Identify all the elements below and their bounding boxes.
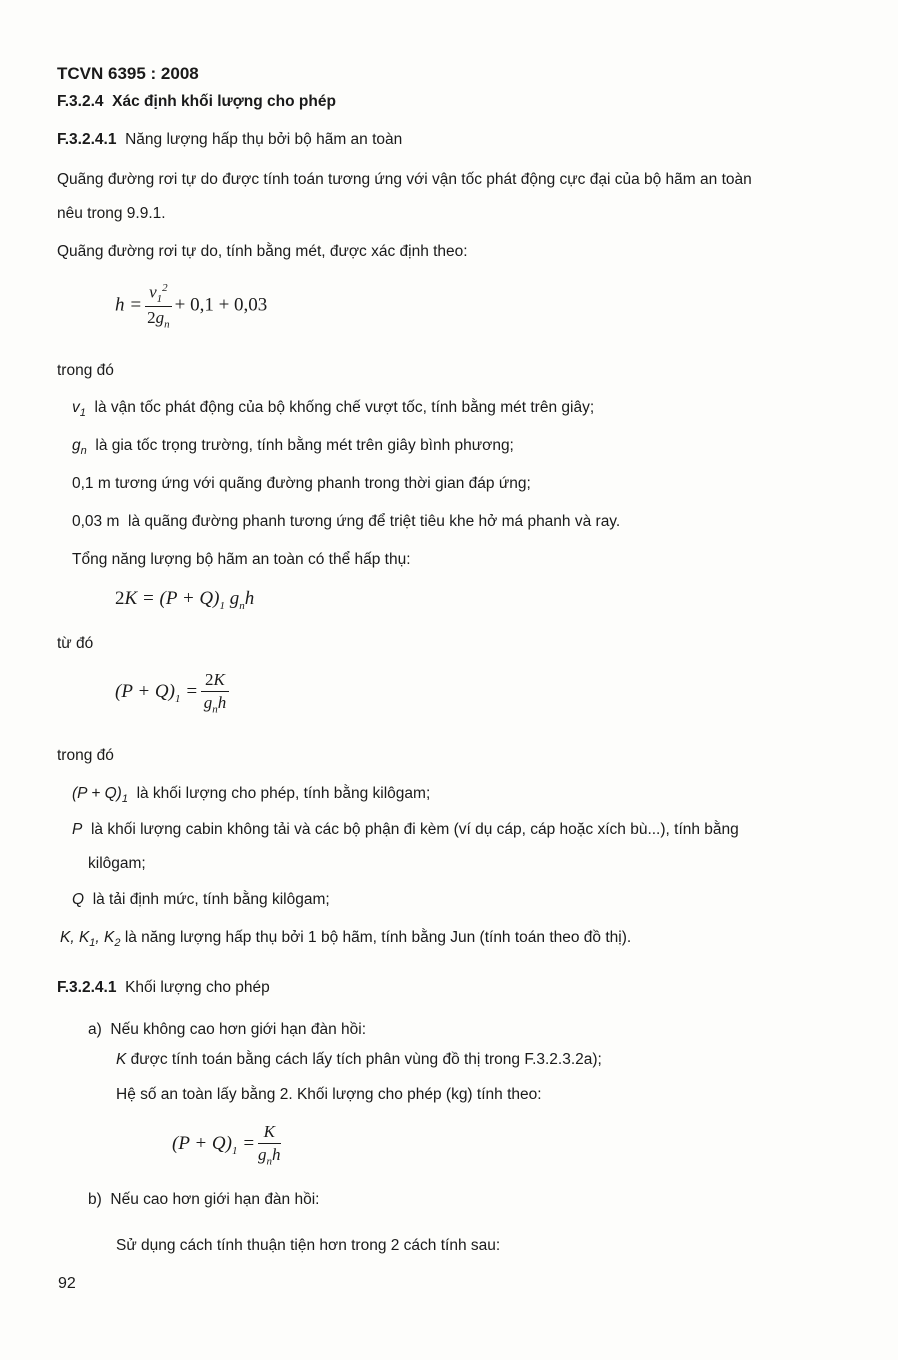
definition-text: là tải định mức, tính bằng kilôgam; — [92, 891, 330, 908]
definition-q — [72, 890, 330, 910]
formula-free-fall-distance: h = $\frac{v_1^2}{2g_n}$ + 0,1 + 0,03 — [115, 282, 268, 331]
symbol-p: P — [72, 821, 83, 838]
paragraph: Quãng đường rơi tự do, tính bằng mét, được xác định theo: — [57, 243, 468, 260]
section-heading-f3-2-4-1b — [57, 978, 270, 998]
definition-003 — [72, 512, 620, 532]
section-number: F.3.2.4 — [57, 93, 104, 110]
paragraph-line: nêu trong 9.9.1. — [57, 205, 166, 222]
definition-gn — [72, 436, 514, 461]
item-a-heading — [88, 1020, 366, 1040]
where-label: trong đó — [57, 747, 114, 764]
section-title: Năng lượng hấp thụ bởi bộ hãm an toàn — [125, 131, 403, 148]
definition-text: là năng lượng hấp thụ bởi 1 bộ hãm, tính bằng Jun (tính toán theo đồ thị). — [124, 929, 632, 946]
symbol-k: K, $K_1$, $K_2$ — [60, 929, 121, 950]
total-energy-text: Tổng năng lượng bộ hãm an toàn có thể hấp thụ: — [72, 551, 411, 568]
standard-header: TCVN 6395 : 2008 — [57, 64, 199, 83]
section-number: F.3.2.4.1 — [57, 131, 117, 148]
section-title: Xác định khối lượng cho phép — [112, 93, 336, 110]
formula-permissible-mass-2: $(P + Q)_1$ = $\frac{K}{g_nh}$ — [172, 1122, 281, 1168]
item-label: a) — [88, 1021, 102, 1038]
definition-pq — [72, 784, 430, 809]
definition-text: là vận tốc phát động của bộ khống chế vượt tốc, tính bằng mét trên giây; — [94, 399, 595, 416]
symbol-gn: $g_n$ — [72, 437, 87, 458]
item-b-heading — [88, 1190, 319, 1210]
section-heading-f3-2-4-1 — [57, 130, 402, 150]
definition-v1 — [72, 398, 594, 423]
section-heading-f3-2-4 — [57, 92, 336, 112]
definition-p-continued: kilôgam; — [88, 855, 146, 872]
symbol-k: K — [116, 1051, 127, 1068]
item-label: b) — [88, 1191, 102, 1208]
paragraph-line: Quãng đường rơi tự do được tính toán tương ứng với vận tốc phát động cực đại của bộ hãm an toàn — [57, 171, 752, 188]
item-text: được tính toán bằng cách lấy tích phân vùng đồ thị trong F.3.2.3.2a); — [130, 1051, 602, 1068]
definition-text: là gia tốc trọng trường, tính bằng mét trên giây bình phương; — [95, 437, 514, 454]
page-number: 92 — [58, 1275, 76, 1292]
definition-01: 0,1 m tương ứng với quãng đường phanh trong thời gian đáp ứng; — [72, 475, 531, 492]
item-a-line2: Hệ số an toàn lấy bằng 2. Khối lượng cho phép (kg) tính theo: — [116, 1086, 542, 1103]
definition-value: 0,03 m — [72, 513, 120, 530]
definition-p — [72, 820, 739, 840]
symbol-q: Q — [72, 891, 85, 908]
symbol-pq: $(P + Q)_1$ — [72, 785, 128, 806]
item-a-line1 — [116, 1050, 602, 1070]
item-b-line1: Sử dụng cách tính thuận tiện hơn trong 2 cách tính sau: — [116, 1237, 501, 1254]
definition-k — [60, 928, 631, 953]
where-label: trong đó — [57, 362, 114, 379]
definition-text: là khối lượng cho phép, tính bằng kilôgam; — [136, 785, 431, 802]
formula-total-energy: $2K = (P + Q)_1$ $g_nh$ — [115, 588, 255, 612]
section-number: F.3.2.4.1 — [57, 979, 117, 996]
section-title: Khối lượng cho phép — [125, 979, 270, 996]
definition-text: là khối lượng cabin không tải và các bộ phận đi kèm (ví dụ cáp, cáp hoặc xích bù...), tính bằng — [90, 821, 739, 838]
from-that-label: từ đó — [57, 635, 94, 652]
formula-permissible-mass-1: $(P + Q)_1$ = $\frac{2K}{g_nh}$ — [115, 670, 232, 715]
symbol-v1: $v_1$ — [72, 399, 86, 420]
item-title: Nếu không cao hơn giới hạn đàn hồi: — [110, 1021, 367, 1038]
item-title: Nếu cao hơn giới hạn đàn hồi: — [110, 1191, 320, 1208]
definition-text: là quãng đường phanh tương ứng để triệt tiêu khe hở má phanh và ray. — [128, 513, 621, 530]
